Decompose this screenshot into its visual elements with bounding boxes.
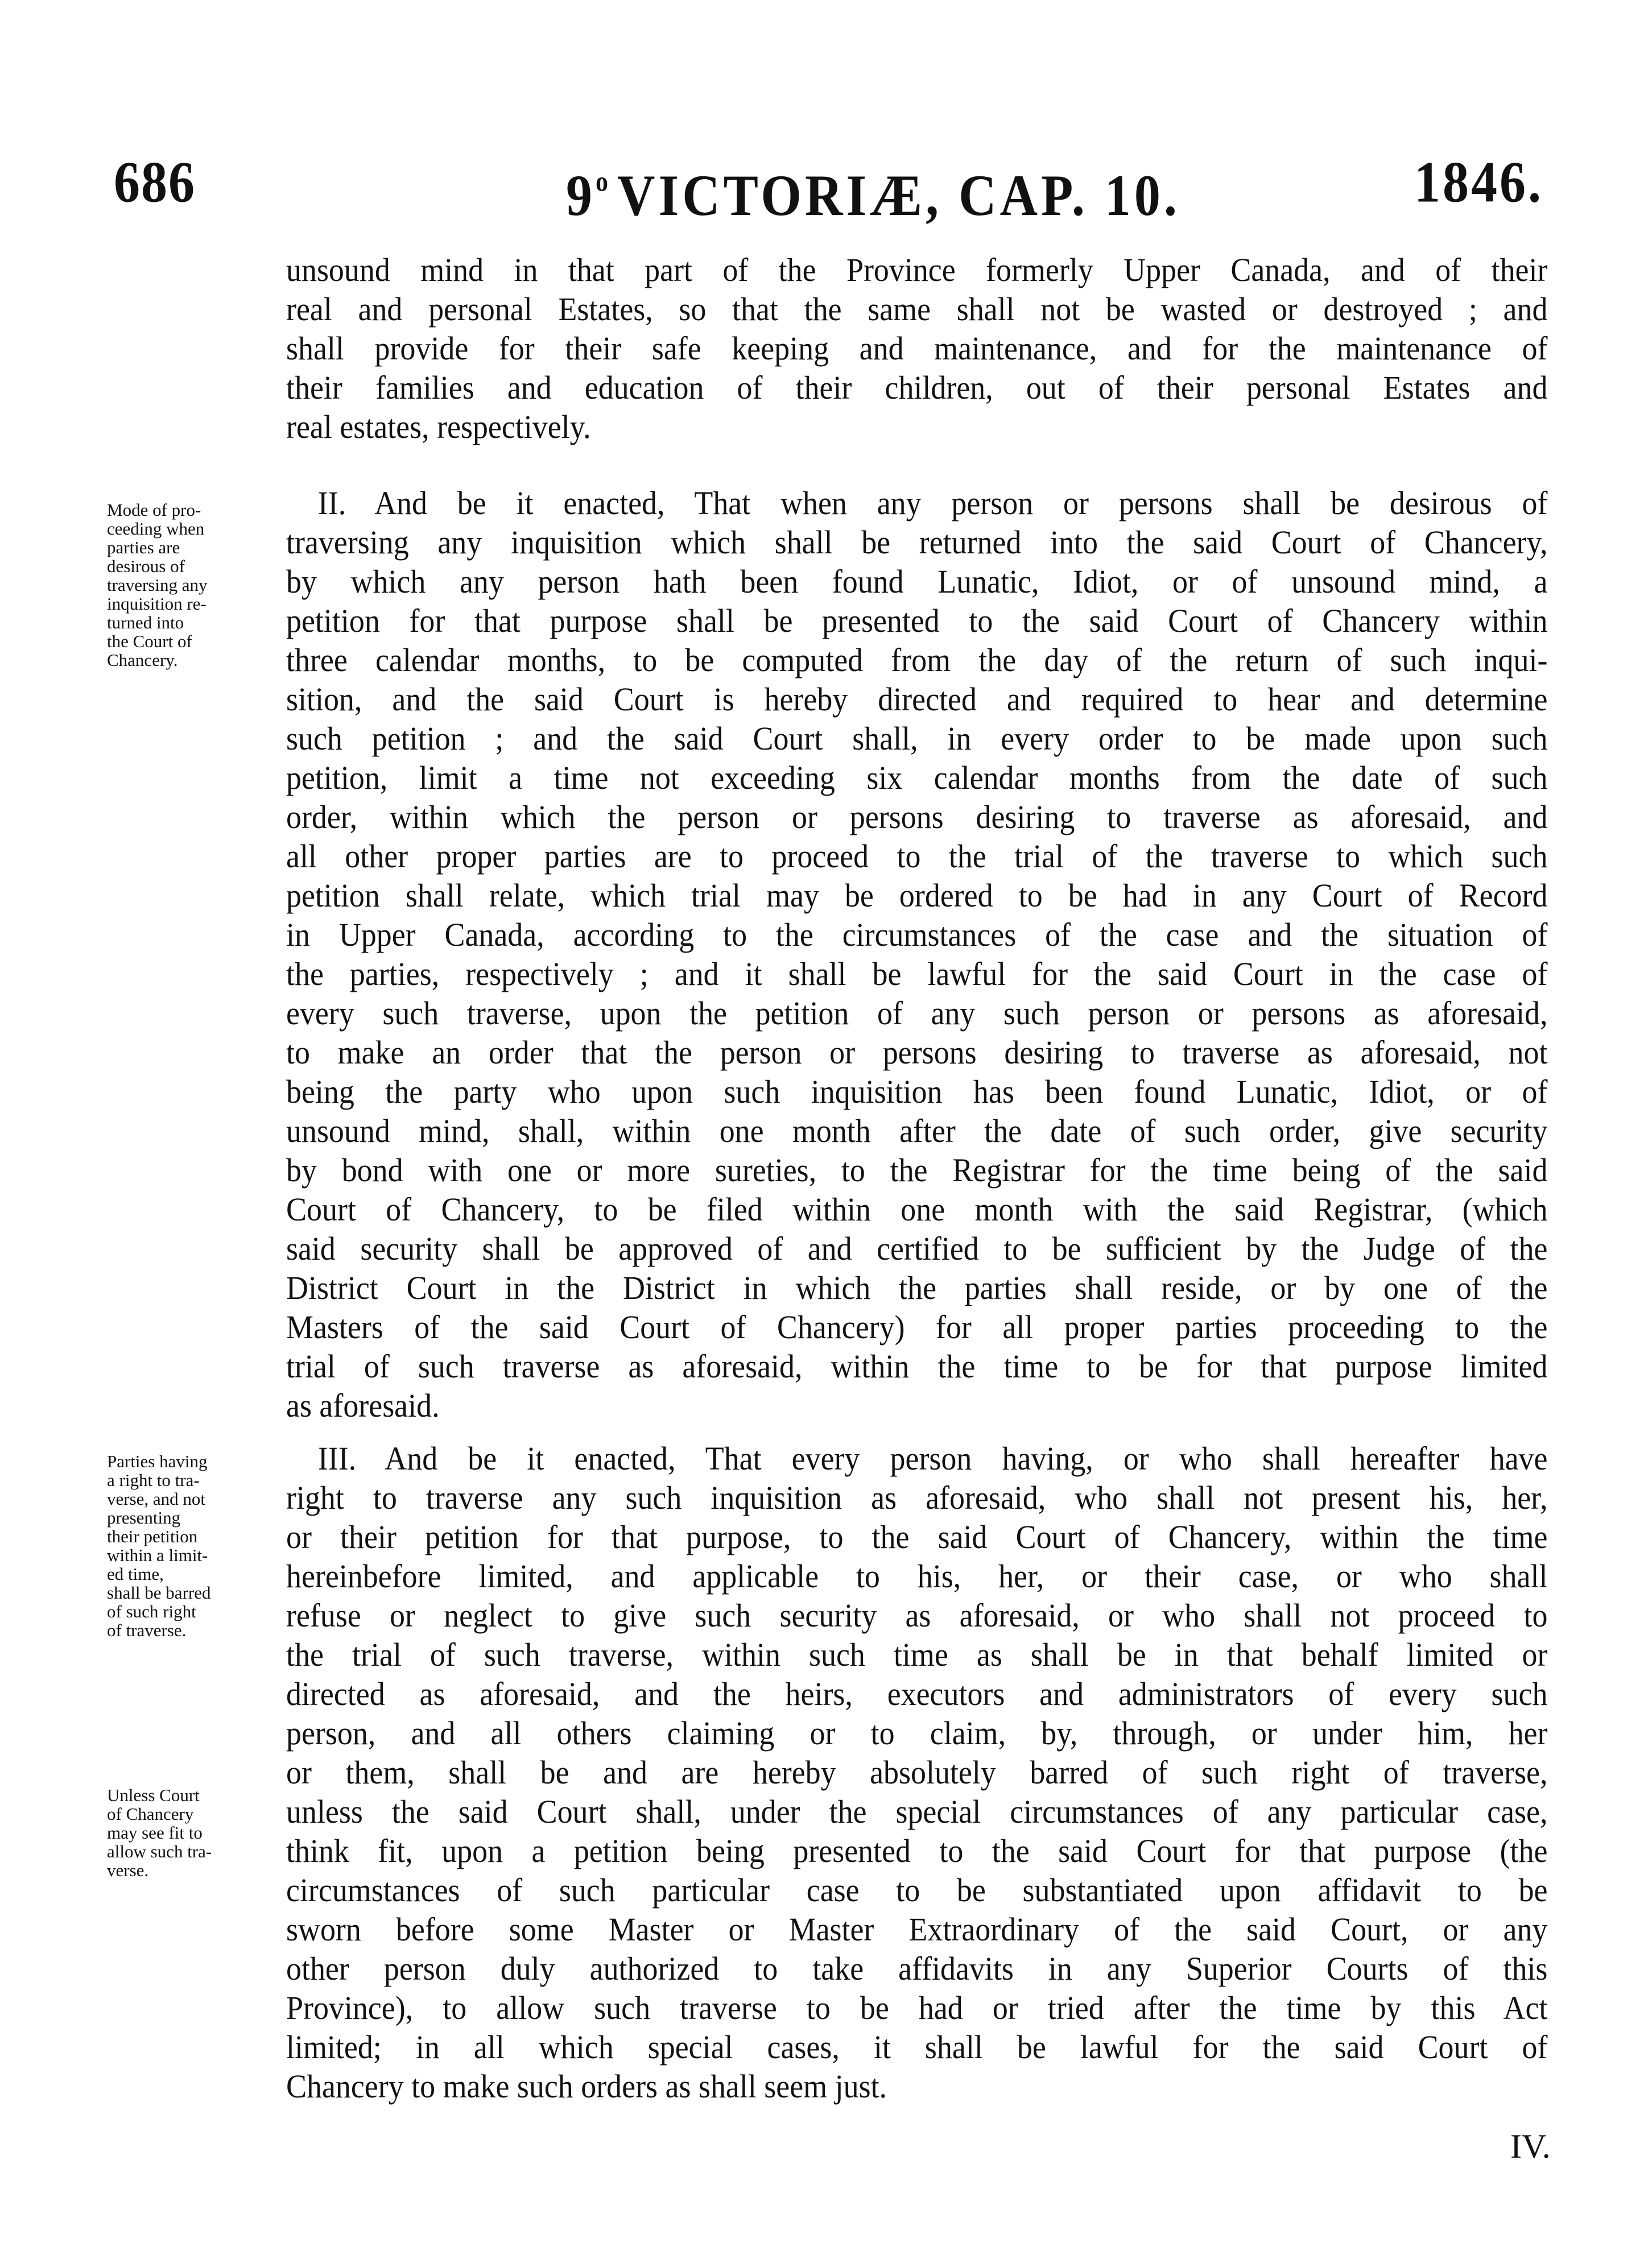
text-line: unless the said Court shall, under the special circumstances of any particular case, bbox=[286, 1793, 1548, 1830]
text-line: shall provide for their safe keeping and maintenance, and for the maintenance of bbox=[286, 330, 1548, 367]
text-line: as aforesaid. bbox=[286, 1387, 440, 1424]
text-line: such petition ; and the said Court shall, in every order to be made upon such bbox=[286, 720, 1548, 757]
regnal-year: 9 bbox=[566, 163, 596, 228]
margin-note-line: Mode of pro- bbox=[107, 500, 201, 520]
running-title bbox=[566, 147, 1180, 230]
margin-note-line: within a limit- bbox=[107, 1545, 208, 1565]
text-line: person, and all others claiming or to claim, by, through, or under him, her bbox=[286, 1715, 1548, 1752]
text-line: traversing any inquisition which shall be returned into the said Court of Chancery, bbox=[286, 524, 1548, 561]
text-line: unsound mind, shall, within one month after the date of such order, give security bbox=[286, 1112, 1548, 1149]
text-line: other person duly authorized to take affidavits in any Superior Courts of this bbox=[286, 1950, 1548, 1987]
continuation-paragraph bbox=[286, 250, 1548, 446]
act-title: VICTORIÆ, CAP. 10. bbox=[617, 163, 1180, 228]
text-line: three calendar months, to be computed from the day of the return of such inqui- bbox=[286, 642, 1548, 678]
margin-note-line: allow such tra- bbox=[107, 1841, 212, 1861]
margin-note-section-3b bbox=[107, 1786, 261, 1880]
margin-note-line: verse. bbox=[107, 1860, 149, 1880]
margin-note-line: Parties having bbox=[107, 1451, 208, 1471]
margin-note-line: a right to tra- bbox=[107, 1470, 200, 1490]
margin-note-line: desirous of bbox=[107, 556, 185, 576]
margin-note-line: ceeding when bbox=[107, 519, 205, 539]
text-line: or their petition for that purpose, to the said Court of Chancery, within the time bbox=[286, 1518, 1548, 1555]
text-line: in Upper Canada, according to the circumstances of the case and the situation of bbox=[286, 916, 1548, 953]
section-2-first-line: II. And be it enacted, That when any person or persons shall be desirous of bbox=[317, 485, 1548, 522]
text-line: real and personal Estates, so that the same shall not be wasted or destroyed ; and bbox=[286, 291, 1548, 328]
catchword: IV. bbox=[1510, 2128, 1551, 2165]
margin-note-line: their petition bbox=[107, 1526, 198, 1546]
text-line: being the party who upon such inquisition has been found Lunatic, Idiot, or of bbox=[286, 1073, 1548, 1110]
margin-note-line: parties are bbox=[107, 537, 180, 557]
text-line: Masters of the said Court of Chancery) for all proper parties proceeding to the bbox=[286, 1309, 1548, 1346]
section-3-first-line: III. And be it enacted, That every person having, or who shall hereafter have bbox=[317, 1440, 1548, 1477]
margin-note-section-3a bbox=[107, 1452, 261, 1640]
text-line: directed as aforesaid, and the heirs, executors and administrators of every such bbox=[286, 1675, 1548, 1712]
margin-note-line: traversing any bbox=[107, 575, 208, 595]
text-line: limited; in all which special cases, it shall be lawful for the said Court of bbox=[286, 2029, 1548, 2066]
year: 1846. bbox=[1414, 149, 1543, 214]
margin-note-line: turned into bbox=[107, 612, 184, 632]
text-line: Chancery to make such orders as shall seem just. bbox=[286, 2068, 887, 2105]
text-line: order, within which the person or persons desiring to traverse as aforesaid, and bbox=[286, 798, 1548, 835]
margin-note-section-2 bbox=[107, 500, 261, 669]
text-line: think fit, upon a petition being presented to the said Court for that purpose (the bbox=[286, 1832, 1548, 1869]
text-line: right to traverse any such inquisition as aforesaid, who shall not present his, her, bbox=[286, 1479, 1548, 1516]
margin-note-line: shall be barred bbox=[107, 1583, 211, 1603]
text-line: every such traverse, upon the petition of any such person or persons as aforesaid, bbox=[286, 995, 1548, 1032]
text-line: trial of such traverse as aforesaid, within the time to be for that purpose limited bbox=[286, 1348, 1548, 1385]
margin-note-line: of traverse. bbox=[107, 1620, 187, 1640]
margin-note-line: the Court of bbox=[107, 631, 192, 651]
text-line: or them, shall be and are hereby absolutely barred of such right of traverse, bbox=[286, 1754, 1548, 1791]
text-line: by bond with one or more sureties, to the Registrar for the time being of the said bbox=[286, 1152, 1548, 1189]
section-3 bbox=[286, 1439, 1548, 2106]
margin-note-line: Chancery. bbox=[107, 650, 178, 670]
text-line: sworn before some Master or Master Extraordinary of the said Court, or any bbox=[286, 1911, 1548, 1948]
text-line: circumstances of such particular case to be substantiated upon affidavit to be bbox=[286, 1872, 1548, 1909]
text-line: hereinbefore limited, and applicable to his, her, or their case, or who shall bbox=[286, 1558, 1548, 1595]
text-line: petition shall relate, which trial may be ordered to be had in any Court of Record bbox=[286, 877, 1548, 914]
text-line: sition, and the said Court is hereby directed and required to hear and determine bbox=[286, 681, 1548, 718]
margin-note-line: ed time, bbox=[107, 1564, 164, 1584]
regnal-year-mark: o bbox=[596, 165, 612, 197]
text-line: by which any person hath been found Lunatic, Idiot, or of unsound mind, a bbox=[286, 563, 1548, 600]
text-line: petition, limit a time not exceeding six calendar months from the date of such bbox=[286, 759, 1548, 796]
text-line: the trial of such traverse, within such time as shall be in that behalf limited or bbox=[286, 1636, 1548, 1673]
text-line: Province), to allow such traverse to be had or tried after the time by this Act bbox=[286, 1989, 1548, 2026]
text-line: all other proper parties are to proceed to the trial of the traverse to which such bbox=[286, 838, 1548, 875]
text-line: refuse or neglect to give such security as aforesaid, or who shall not proceed to bbox=[286, 1597, 1548, 1634]
text-line: real estates, respectively. bbox=[286, 408, 591, 445]
running-head bbox=[0, 147, 1648, 228]
text-line: said security shall be approved of and certified to be sufficient by the Judge of the bbox=[286, 1230, 1548, 1267]
margin-note-line: of such right bbox=[107, 1601, 196, 1621]
text-line: Court of Chancery, to be filed within one month with the said Registrar, (which bbox=[286, 1191, 1548, 1228]
text-line: unsound mind in that part of the Province formerly Upper Canada, and of their bbox=[286, 251, 1548, 288]
text-line: the parties, respectively ; and it shall be lawful for the said Court in the case of bbox=[286, 955, 1548, 992]
margin-note-line: may see fit to bbox=[107, 1823, 203, 1843]
text-line: to make an order that the person or persons desiring to traverse as aforesaid, not bbox=[286, 1034, 1548, 1071]
margin-note-line: Unless Court bbox=[107, 1785, 200, 1805]
margin-note-line: inquisition re- bbox=[107, 594, 206, 614]
margin-note-line: of Chancery bbox=[107, 1804, 194, 1824]
margin-note-line: presenting bbox=[107, 1508, 181, 1528]
text-line: petition for that purpose shall be presented to the said Court of Chancery within bbox=[286, 602, 1548, 639]
text-line: District Court in the District in which the parties shall reside, or by one of the bbox=[286, 1269, 1548, 1306]
text-line: their families and education of their children, out of their personal Estates and bbox=[286, 369, 1548, 406]
page-number: 686 bbox=[114, 149, 196, 214]
margin-note-line: verse, and not bbox=[107, 1489, 206, 1509]
section-2 bbox=[286, 483, 1548, 1425]
